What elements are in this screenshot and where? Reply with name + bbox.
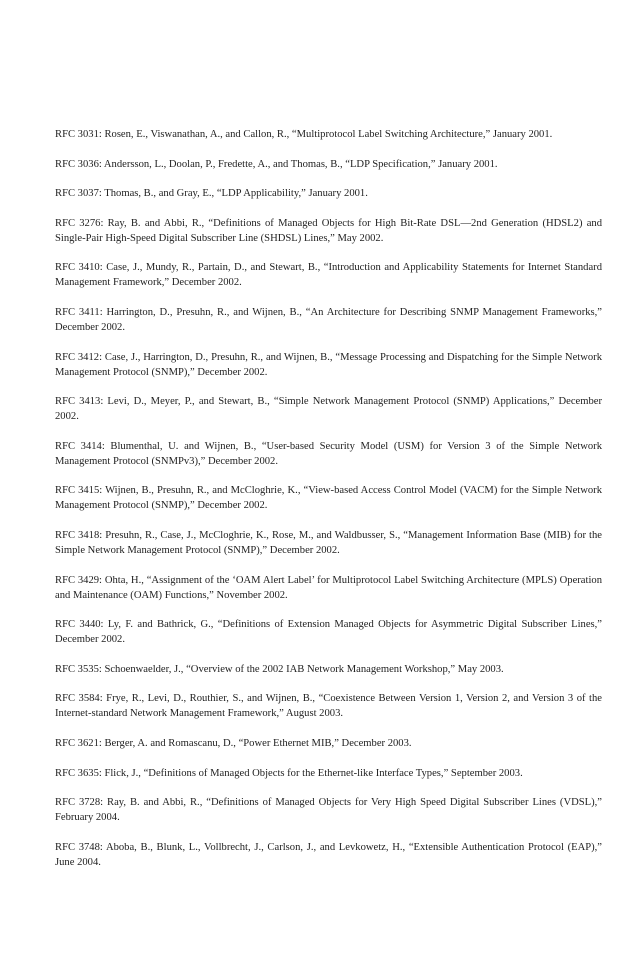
reference-rfc-3635: RFC 3635: Flick, J., “Definitions of Managed Objects for the Ethernet-like Interface Types,” September 2003. [55, 767, 523, 779]
reference-rfc-3276: RFC 3276: Ray, B. and Abbi, R., “Definitions of Managed Objects for High Bit-Rate DSL—2nd Generation (HDSL2) and Single-Pair High-Speed Digital Subscriber Line (SHDSL) Lines,” May 2002. [55, 217, 602, 244]
reference-list [55, 127, 602, 884]
reference-rfc-3584: RFC 3584: Frye, R., Levi, D., Routhier, S., and Wijnen, B., “Coexistence Between Version 1, Version 2, and Version 3 of the Internet-standard Network Management Framework,” August 2003. [55, 693, 602, 720]
reference-rfc-3415: RFC 3415: Wijnen, B., Presuhn, R., and McCloghrie, K., “View-based Access Control Model (VACM) for the Simple Network Management Protocol (SNMP),” December 2002. [55, 485, 602, 512]
reference-rfc-3440: RFC 3440: Ly, F. and Bathrick, G., “Definitions of Extension Managed Objects for Asymmetric Digital Subscriber Lines,” December 2002. [55, 619, 602, 646]
reference-rfc-3418: RFC 3418: Presuhn, R., Case, J., McCloghrie, K., Rose, M., and Waldbusser, S., “Management Information Base (MIB) for the Simple Network Management Protocol (SNMP),” December 2002. [55, 529, 602, 556]
reference-rfc-3621: RFC 3621: Berger, A. and Romascanu, D., “Power Ethernet MIB,” December 2003. [55, 737, 412, 749]
reference-rfc-3036: RFC 3036: Andersson, L., Doolan, P., Fredette, A., and Thomas, B., “LDP Specification,” January 2001. [55, 158, 498, 170]
reference-rfc-3411: RFC 3411: Harrington, D., Presuhn, R., and Wijnen, B., “An Architecture for Describing SNMP Management Frameworks,” December 2002. [55, 306, 602, 333]
reference-rfc-3748: RFC 3748: Aboba, B., Blunk, L., Vollbrecht, J., Carlson, J., and Levkowetz, H., “Extensible Authentication Protocol (EAP),” June 2004. [55, 841, 602, 868]
reference-rfc-3429: RFC 3429: Ohta, H., “Assignment of the ‘OAM Alert Label’ for Multiprotocol Label Switching Architecture (MPLS) Operation and Maintenance (OAM) Functions,” November 2002. [55, 574, 602, 601]
reference-rfc-3413: RFC 3413: Levi, D., Meyer, P., and Stewart, B., “Simple Network Management Protocol (SNMP) Applications,” December 2002. [55, 396, 602, 423]
reference-rfc-3412: RFC 3412: Case, J., Harrington, D., Presuhn, R., and Wijnen, B., “Message Processing and Dispatching for the Simple Network Management Protocol (SNMP),” December 2002. [55, 351, 602, 378]
reference-rfc-3414: RFC 3414: Blumenthal, U. and Wijnen, B., “User-based Security Model (USM) for Version 3 of the Simple Network Management Protocol (SNMPv3),” December 2002. [55, 440, 602, 467]
reference-rfc-3410: RFC 3410: Case, J., Mundy, R., Partain, D., and Stewart, B., “Introduction and Applicability Statements for Internet Standard Management Framework,” December 2002. [55, 262, 602, 289]
reference-rfc-3535: RFC 3535: Schoenwaelder, J., “Overview of the 2002 IAB Network Management Workshop,” May 2003. [55, 663, 504, 675]
reference-rfc-3037: RFC 3037: Thomas, B., and Gray, E., “LDP Applicability,” January 2001. [55, 188, 368, 200]
reference-rfc-3031: RFC 3031: Rosen, E., Viswanathan, A., and Callon, R., “Multiprotocol Label Switching Architecture,” January 2001. [55, 129, 553, 140]
reference-rfc-3728: RFC 3728: Ray, B. and Abbi, R., “Definitions of Managed Objects for Very High Speed Digital Subscriber Lines (VDSL),” February 2004. [55, 797, 602, 824]
